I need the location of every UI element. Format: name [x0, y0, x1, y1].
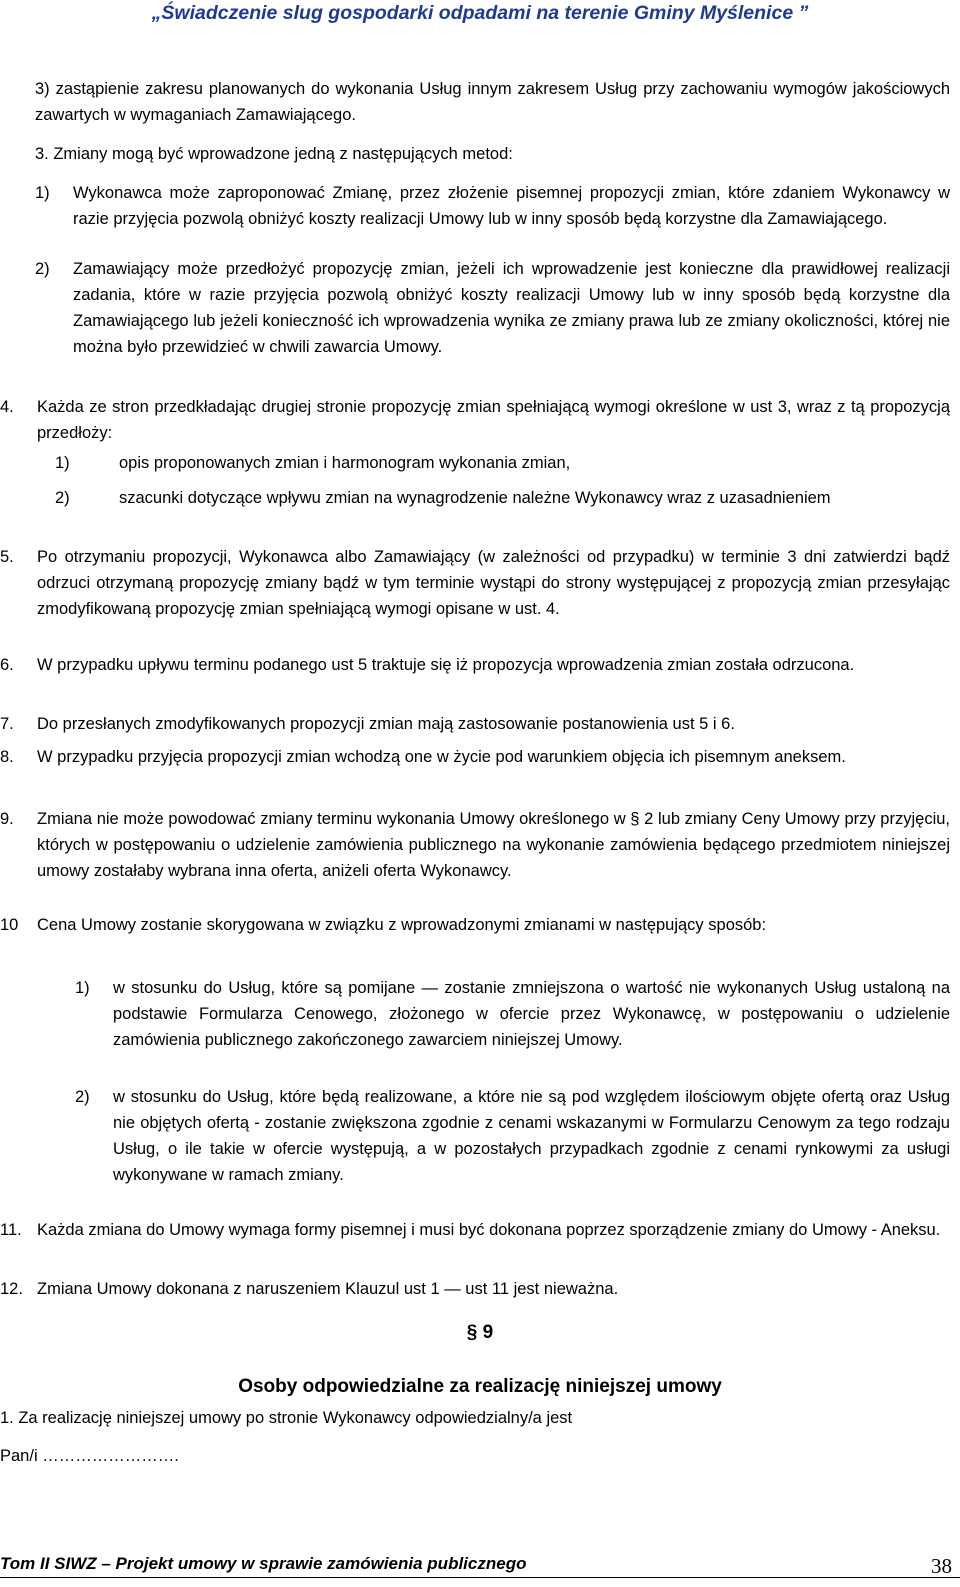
paragraph-5: Po otrzymaniu propozycji, Wykonawca albo Zamawiający (w zależności od przypadku) w terminie 3 dni zatwierdzi bądź odrzuci otrzymaną propozycję zmiany bądź w tym terminie wystąpi do strony występującej z propozycją zmian przesyłając zmodyfikowaną propozycję zmian spełniającą wymogi opisane w ust. 4. [37, 548, 950, 618]
paragraph-7-number: 7. [0, 715, 14, 733]
paragraph-11: Każda zmiana do Umowy wymaga formy pisemnej i musi być dokonana poprzez sporządzenie zmiany do Umowy - Aneksu. [37, 1221, 941, 1239]
paragraph-7: Do przesłanych zmodyfikowanych propozycji zmian mają zastosowanie postanowienia ust 5 i 6. [37, 715, 735, 733]
paragraph-6-number: 6. [0, 656, 14, 674]
paragraph-4-1-number: 1) [55, 454, 70, 472]
section-9-title: Osoby odpowiedzialne za realizację niniejszej umowy [238, 1376, 722, 1397]
footer-document-title: Tom II SIWZ – Projekt umowy w sprawie zamówienia publicznego [0, 1554, 527, 1573]
paragraph-10-2: w stosunku do Usług, które będą realizowane, a które nie są pod względem ilościowym objęte ofertą oraz Usług nie objętych ofertą - zostanie zwiększona zgodnie z cenami wskazanymi w Formularzu Cenowym za tego rodzaju Usług, o ile takie w ofercie występują, a w pozostałych przypadkach zgodnie z cenami rynkowymi za usługi wykonywane w ramach zmiany. [113, 1088, 950, 1184]
paragraph-9: Zmiana nie może powodować zmiany terminu wykonania Umowy określonego w § 2 lub zmiany Ceny Umowy przy przyjęciu, których w postępowaniu o udzielenie zamówienia publicznego na wykonanie zamówienia będącego przedmiotem niniejszej umowy zostałaby wybrana inna oferta, aniżeli oferta Wykonawcy. [37, 810, 950, 880]
page-header-title: „Świadczenie slug gospodarki odpadami na terenie Gminy Myślenice ” [151, 2, 809, 24]
paragraph-12-number: 12. [0, 1280, 23, 1298]
paragraph-4-1: opis proponowanych zmian i harmonogram wykonania zmian, [119, 454, 571, 472]
paragraph-10-number: 10 [0, 916, 19, 934]
paragraph-3-2: Zamawiający może przedłożyć propozycję zmian, jeżeli ich wprowadzenie jest konieczne dla prawidłowej realizacji zadania, które w razie przyjęcia pozwolą obniżyć koszty realizacji Umowy lub w inny sposób będą korzystne dla Zamawiającego lub jeżeli konieczność ich wprowadzenia wynika ze zmiany prawa lub ze zmiany okoliczności, której nie można było przewidzieć w chwili zawarcia Umowy. [73, 260, 950, 356]
page-footer [0, 1540, 960, 1580]
section-9-paragraph-1: 1. Za realizację niniejszej umowy po stronie Wykonawcy odpowiedzialny/a jest [0, 1409, 573, 1427]
section-9-heading: § 9 [466, 1322, 494, 1343]
paragraph-8-number: 8. [0, 748, 14, 766]
item-3-replacement: 3) zastąpienie zakresu planowanych do wykonania Usług innym zakresem Usług przy zachowaniu wymogów jakościowych zawartych w wymaganiach Zamawiającego. [35, 80, 950, 124]
paragraph-4-2: szacunki dotyczące wpływu zmian na wynagrodzenie należne Wykonawcy wraz z uzasadnieniem [119, 489, 831, 507]
paragraph-10-1: w stosunku do Usług, które są pomijane — zostanie zmniejszona o wartość nie wykonanych Usług ustaloną na podstawie Formularza Cenowego, złożonego w ofercie przez Wykonawcę, w postępowaniu o udzielenie zamówienia publicznego zakończonego zawarciem niniejszej Umowy. [113, 979, 950, 1049]
paragraph-4-number: 4. [0, 398, 14, 416]
paragraph-4: Każda ze stron przedkładając drugiej stronie propozycję zmian spełniającą wymogi określone w ust 3, wraz z tą propozycją przedłoży: [37, 398, 950, 442]
section-9-person-line: Pan/i ……………………. [0, 1447, 179, 1465]
paragraph-3-2-number: 2) [35, 260, 50, 278]
paragraph-6: W przypadku upływu terminu podanego ust 5 traktuje się iż propozycja wprowadzenia zmian została odrzucona. [37, 656, 855, 674]
paragraph-9-number: 9. [0, 810, 14, 828]
paragraph-10: Cena Umowy zostanie skorygowana w związku z wprowadzonymi zmianami w następujący sposób: [37, 916, 767, 934]
paragraph-11-number: 11. [0, 1221, 22, 1239]
paragraph-12: Zmiana Umowy dokonana z naruszeniem Klauzul ust 1 — ust 11 jest nieważna. [37, 1280, 619, 1298]
paragraph-3-1: Wykonawca może zaproponować Zmianę, przez złożenie pisemnej propozycji zmian, które zdaniem Wykonawcy w razie przyjęcia pozwolą obniżyć koszty realizacji Umowy lub w inny sposób będą korzystne dla Zamawiającego. [73, 184, 950, 228]
paragraph-5-number: 5. [0, 548, 14, 566]
paragraph-8: W przypadku przyjęcia propozycji zmian wchodzą one w życie pod warunkiem objęcia ich pisemnym aneksem. [37, 748, 846, 766]
paragraph-10-1-number: 1) [75, 979, 90, 997]
paragraph-3-1-number: 1) [35, 184, 50, 202]
paragraph-4-2-number: 2) [55, 489, 70, 507]
footer-rule [0, 1577, 960, 1578]
footer-page-number: 38 [931, 1554, 952, 1578]
paragraph-10-2-number: 2) [75, 1088, 90, 1106]
paragraph-3-lead: 3. Zmiany mogą być wprowadzone jedną z następujących metod: [35, 145, 513, 163]
